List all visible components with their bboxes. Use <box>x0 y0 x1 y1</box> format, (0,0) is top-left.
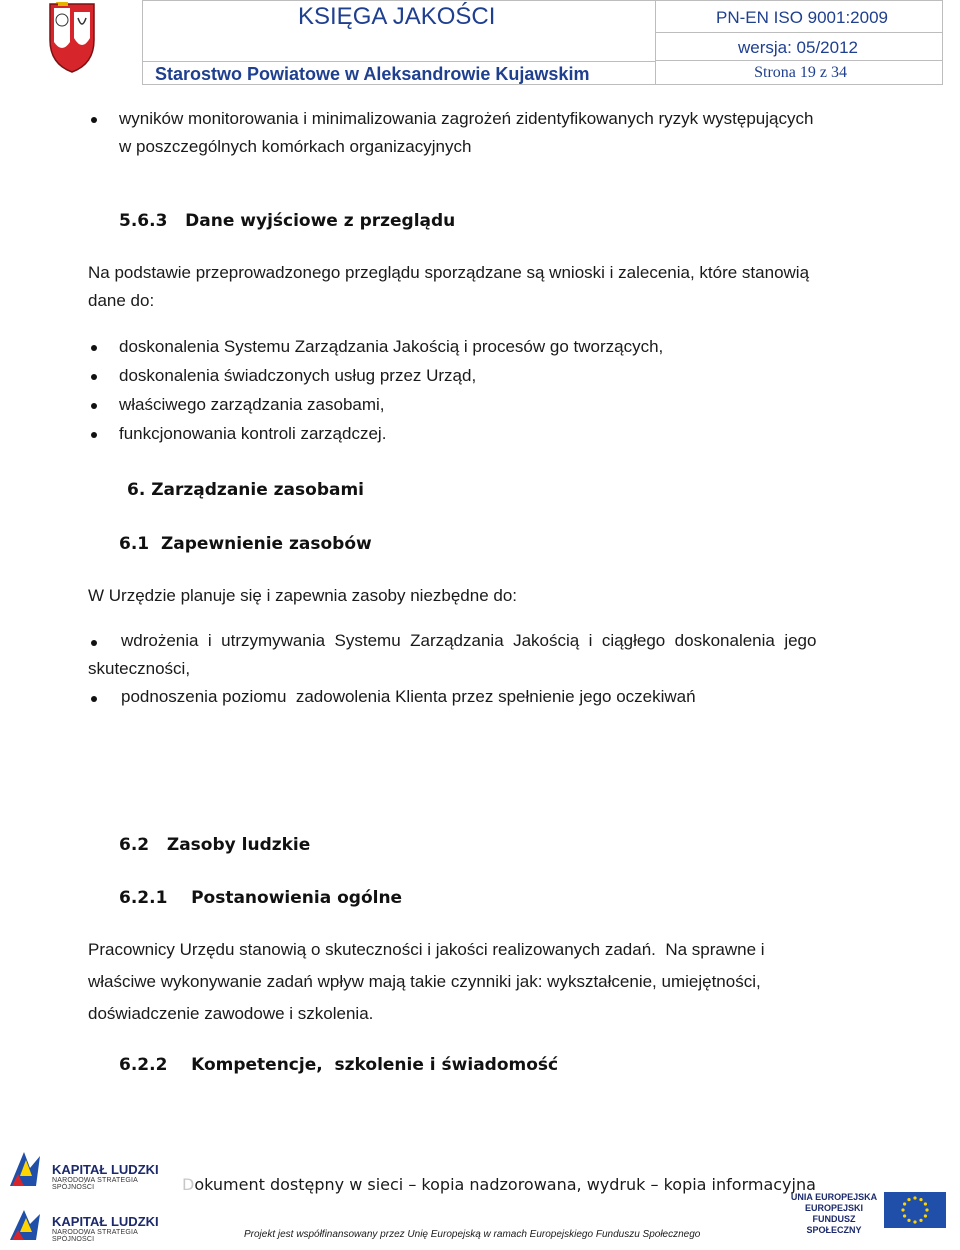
list-item-continuation: w poszczególnych komórkach organizacyjnych <box>119 137 472 156</box>
page-number: Strona 19 z 34 <box>754 64 847 81</box>
paragraph-6-2-1: Pracownicy Urzędu stanowią o skuteczności i jakości realizowanych zadań. Na sprawne i <box>88 940 765 959</box>
list-item: doskonalenia świadczonych usług przez Urząd, <box>119 366 477 385</box>
document-header <box>18 0 944 86</box>
paragraph-6-2-1-end: doświadczenie zawodowe i szkolenia. <box>88 1004 374 1023</box>
bullet-icon <box>91 117 97 123</box>
list-item: doskonalenia Systemu Zarządzania Jakością i procesów go tworzących, <box>119 337 664 356</box>
kl-subtitle-2: NARODOWA STRATEGIA SPÓJNOŚCI <box>52 1229 138 1243</box>
section-heading-6: 6. Zarządzanie zasobami <box>127 480 365 500</box>
section-heading-6-2: 6.2 Zasoby ludzkie <box>119 835 311 855</box>
kapital-ludzki-logo-icon <box>6 1146 46 1192</box>
paragraph-5-6-3: Na podstawie przeprowadzonego przeglądu sporządzane są wnioski i zalecenia, które stanowią <box>88 263 810 282</box>
bullet-icon <box>91 345 97 351</box>
list-item: funkcjonowania kontroli zarządczej. <box>119 424 387 443</box>
kl-subtitle: NARODOWA STRATEGIA SPÓJNOŚCI <box>52 1177 138 1191</box>
bullet-icon <box>91 696 97 702</box>
list-item: wyników monitorowania i minimalizowania zagrożeń zidentyfikowanych ryzyk występujących <box>119 109 814 128</box>
kl-title: KAPITAŁ LUDZKI <box>52 1162 159 1177</box>
section-heading-6-2-1: 6.2.1 Postanowienia ogólne <box>119 888 403 908</box>
bullet-icon <box>91 640 97 646</box>
kapital-ludzki-logos <box>6 1146 176 1246</box>
standard-label: PN-EN ISO 9001:2009 <box>716 8 888 27</box>
section-heading-6-1: 6.1 Zapewnienie zasobów <box>119 534 372 554</box>
footer-note: Dokument dostępny w sieci – kopia nadzorowana, wydruk – kopia informacyjna <box>182 1175 816 1194</box>
section-heading-5-6-3: 5.6.3 Dane wyjściowe z przeglądu <box>119 211 456 231</box>
paragraph-6-1: W Urzędzie planuje się i zapewnia zasoby niezbędne do: <box>88 586 518 605</box>
version-label: wersja: 05/2012 <box>737 38 858 57</box>
header-table <box>142 0 943 85</box>
eu-flag-icon <box>884 1192 946 1228</box>
organization-name: Starostwo Powiatowe w Aleksandrowie Kujawskim <box>155 64 590 84</box>
kapital-ludzki-logo-icon <box>6 1206 46 1244</box>
bullet-icon <box>91 374 97 380</box>
list-item: podnoszenia poziomu zadowolenia Klienta przez spełnienie jego oczekiwań <box>121 687 696 706</box>
coat-of-arms-icon <box>32 2 112 74</box>
eu-logo: UNIA EUROPEJSKA EUROPEJSKI FUNDUSZ SPOŁECZNY <box>780 1188 950 1232</box>
paragraph-6-2-1-cont: właściwe wykonywanie zadań wpływ mają takie czynniki jak: wykształcenie, umiejętności, <box>88 972 761 991</box>
project-funding-note: Projekt jest współfinansowany przez Unię Europejską w ramach Europejskiego Funduszu Społecznego <box>244 1229 701 1240</box>
list-item: wdrożenia i utrzymywania Systemu Zarządzania Jakością i ciągłego doskonalenia jego <box>121 631 817 650</box>
list-item-continuation: skuteczności, <box>88 659 191 678</box>
document-title: KSIĘGA JAKOŚCI <box>298 3 496 30</box>
paragraph-5-6-3-cont: dane do: <box>88 291 155 310</box>
bullet-icon <box>91 403 97 409</box>
list-item: właściwego zarządzania zasobami, <box>119 395 385 414</box>
bullet-icon <box>91 432 97 438</box>
kl-title-2: KAPITAŁ LUDZKI <box>52 1214 159 1229</box>
section-heading-6-2-2: 6.2.2 Kompetencje, szkolenie i świadomość <box>119 1055 559 1075</box>
